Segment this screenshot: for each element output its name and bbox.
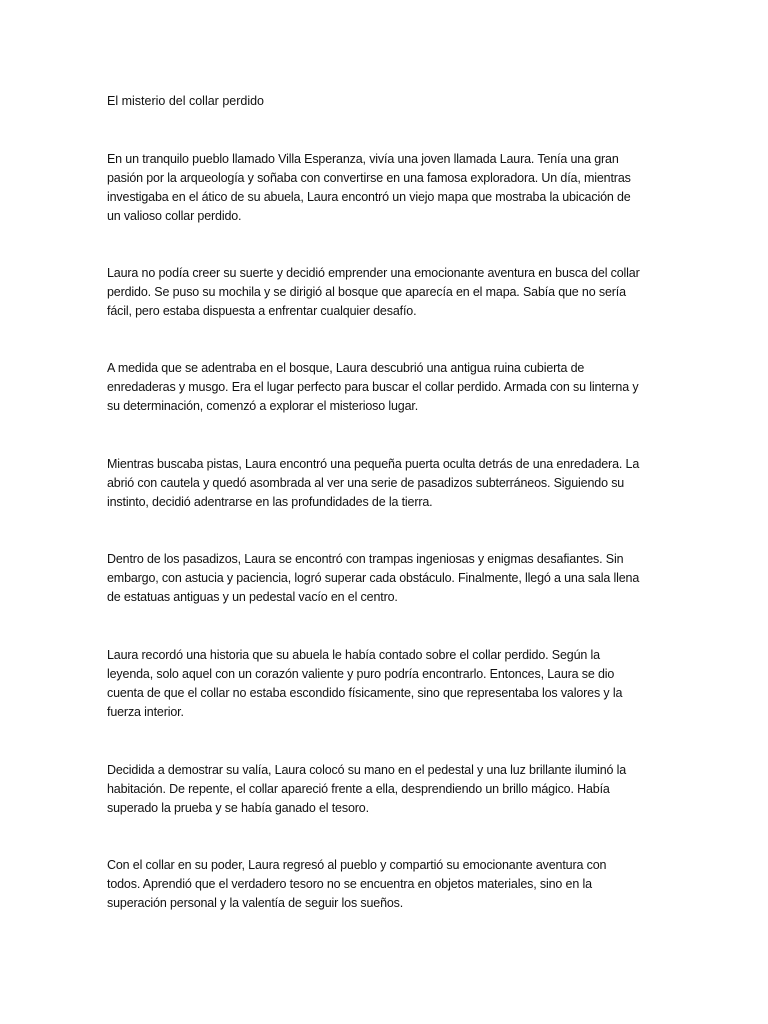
paragraph-5 [107, 550, 667, 607]
paragraph-line: leyenda, solo aquel con un corazón valiente y puro podría encontrarlo. Entonces, Laura se dio [107, 667, 615, 681]
paragraph-line: pasión por la arqueología y soñaba con convertirse en una famosa exploradora. Un día, mientras [107, 171, 631, 185]
paragraph-line: fácil, pero estaba dispuesta a enfrentar cualquier desafío. [107, 304, 417, 318]
paragraph-line: cuenta de que el collar no estaba escondido físicamente, sino que representaba los valores y la [107, 686, 623, 700]
paragraph-6 [107, 646, 667, 722]
paragraph-line: fuerza interior. [107, 705, 184, 719]
paragraph-line: un valioso collar perdido. [107, 209, 242, 223]
paragraph-line: Con el collar en su poder, Laura regresó al pueblo y compartió su emocionante aventura con [107, 858, 607, 872]
paragraph-line: su determinación, comenzó a explorar el misterioso lugar. [107, 399, 419, 413]
paragraph-line: habitación. De repente, el collar apareció frente a ella, desprendiendo un brillo mágico. Había [107, 782, 610, 796]
paragraph-line: superación personal y la valentía de seguir los sueños. [107, 896, 404, 910]
paragraph-line: Mientras buscaba pistas, Laura encontró una pequeña puerta oculta detrás de una enredadera. La [107, 457, 640, 471]
document-title: El misterio del collar perdido [107, 94, 265, 108]
paragraph-line: instinto, decidió adentrarse en las profundidades de la tierra. [107, 495, 433, 509]
paragraph-line: Laura no podía creer su suerte y decidió emprender una emocionante aventura en busca del collar [107, 266, 640, 280]
paragraph-line: perdido. Se puso su mochila y se dirigió al bosque que aparecía en el mapa. Sabía que no sería [107, 285, 626, 299]
paragraph-line: investigaba en el ático de su abuela, Laura encontró un viejo mapa que mostraba la ubicación de [107, 190, 631, 204]
paragraph-line: todos. Aprendió que el verdadero tesoro no se encuentra en objetos materiales, sino en la [107, 877, 592, 891]
paragraph-1 [107, 150, 667, 226]
paragraph-line: superado la prueba y se había ganado el tesoro. [107, 801, 369, 815]
paragraph-line: enredaderas y musgo. Era el lugar perfecto para buscar el collar perdido. Armada con su linterna y [107, 380, 639, 394]
paragraph-line: Laura recordó una historia que su abuela le había contado sobre el collar perdido. Según la [107, 648, 600, 662]
paragraph-line: A medida que se adentraba en el bosque, Laura descubrió una antigua ruina cubierta de [107, 361, 585, 375]
paragraph-4 [107, 455, 667, 512]
paragraph-line: de estatuas antiguas y un pedestal vacío en el centro. [107, 590, 398, 604]
paragraph-line: Dentro de los pasadizos, Laura se encontró con trampas ingeniosas y enigmas desafiantes. Sin [107, 552, 624, 566]
paragraph-3 [107, 359, 667, 416]
paragraph-2 [107, 264, 667, 321]
paragraph-7 [107, 761, 667, 818]
paragraph-line: abrió con cautela y quedó asombrada al ver una serie de pasadizos subterráneos. Siguiendo su [107, 476, 625, 490]
paragraph-line: En un tranquilo pueblo llamado Villa Esperanza, vivía una joven llamada Laura. Tenía una gran [107, 152, 619, 166]
paragraph-line: embargo, con astucia y paciencia, logró superar cada obstáculo. Finalmente, llegó a una sala llena [107, 571, 640, 585]
paragraph-line: Decidida a demostrar su valía, Laura colocó su mano en el pedestal y una luz brillante iluminó la [107, 763, 627, 777]
paragraph-8 [107, 856, 667, 913]
